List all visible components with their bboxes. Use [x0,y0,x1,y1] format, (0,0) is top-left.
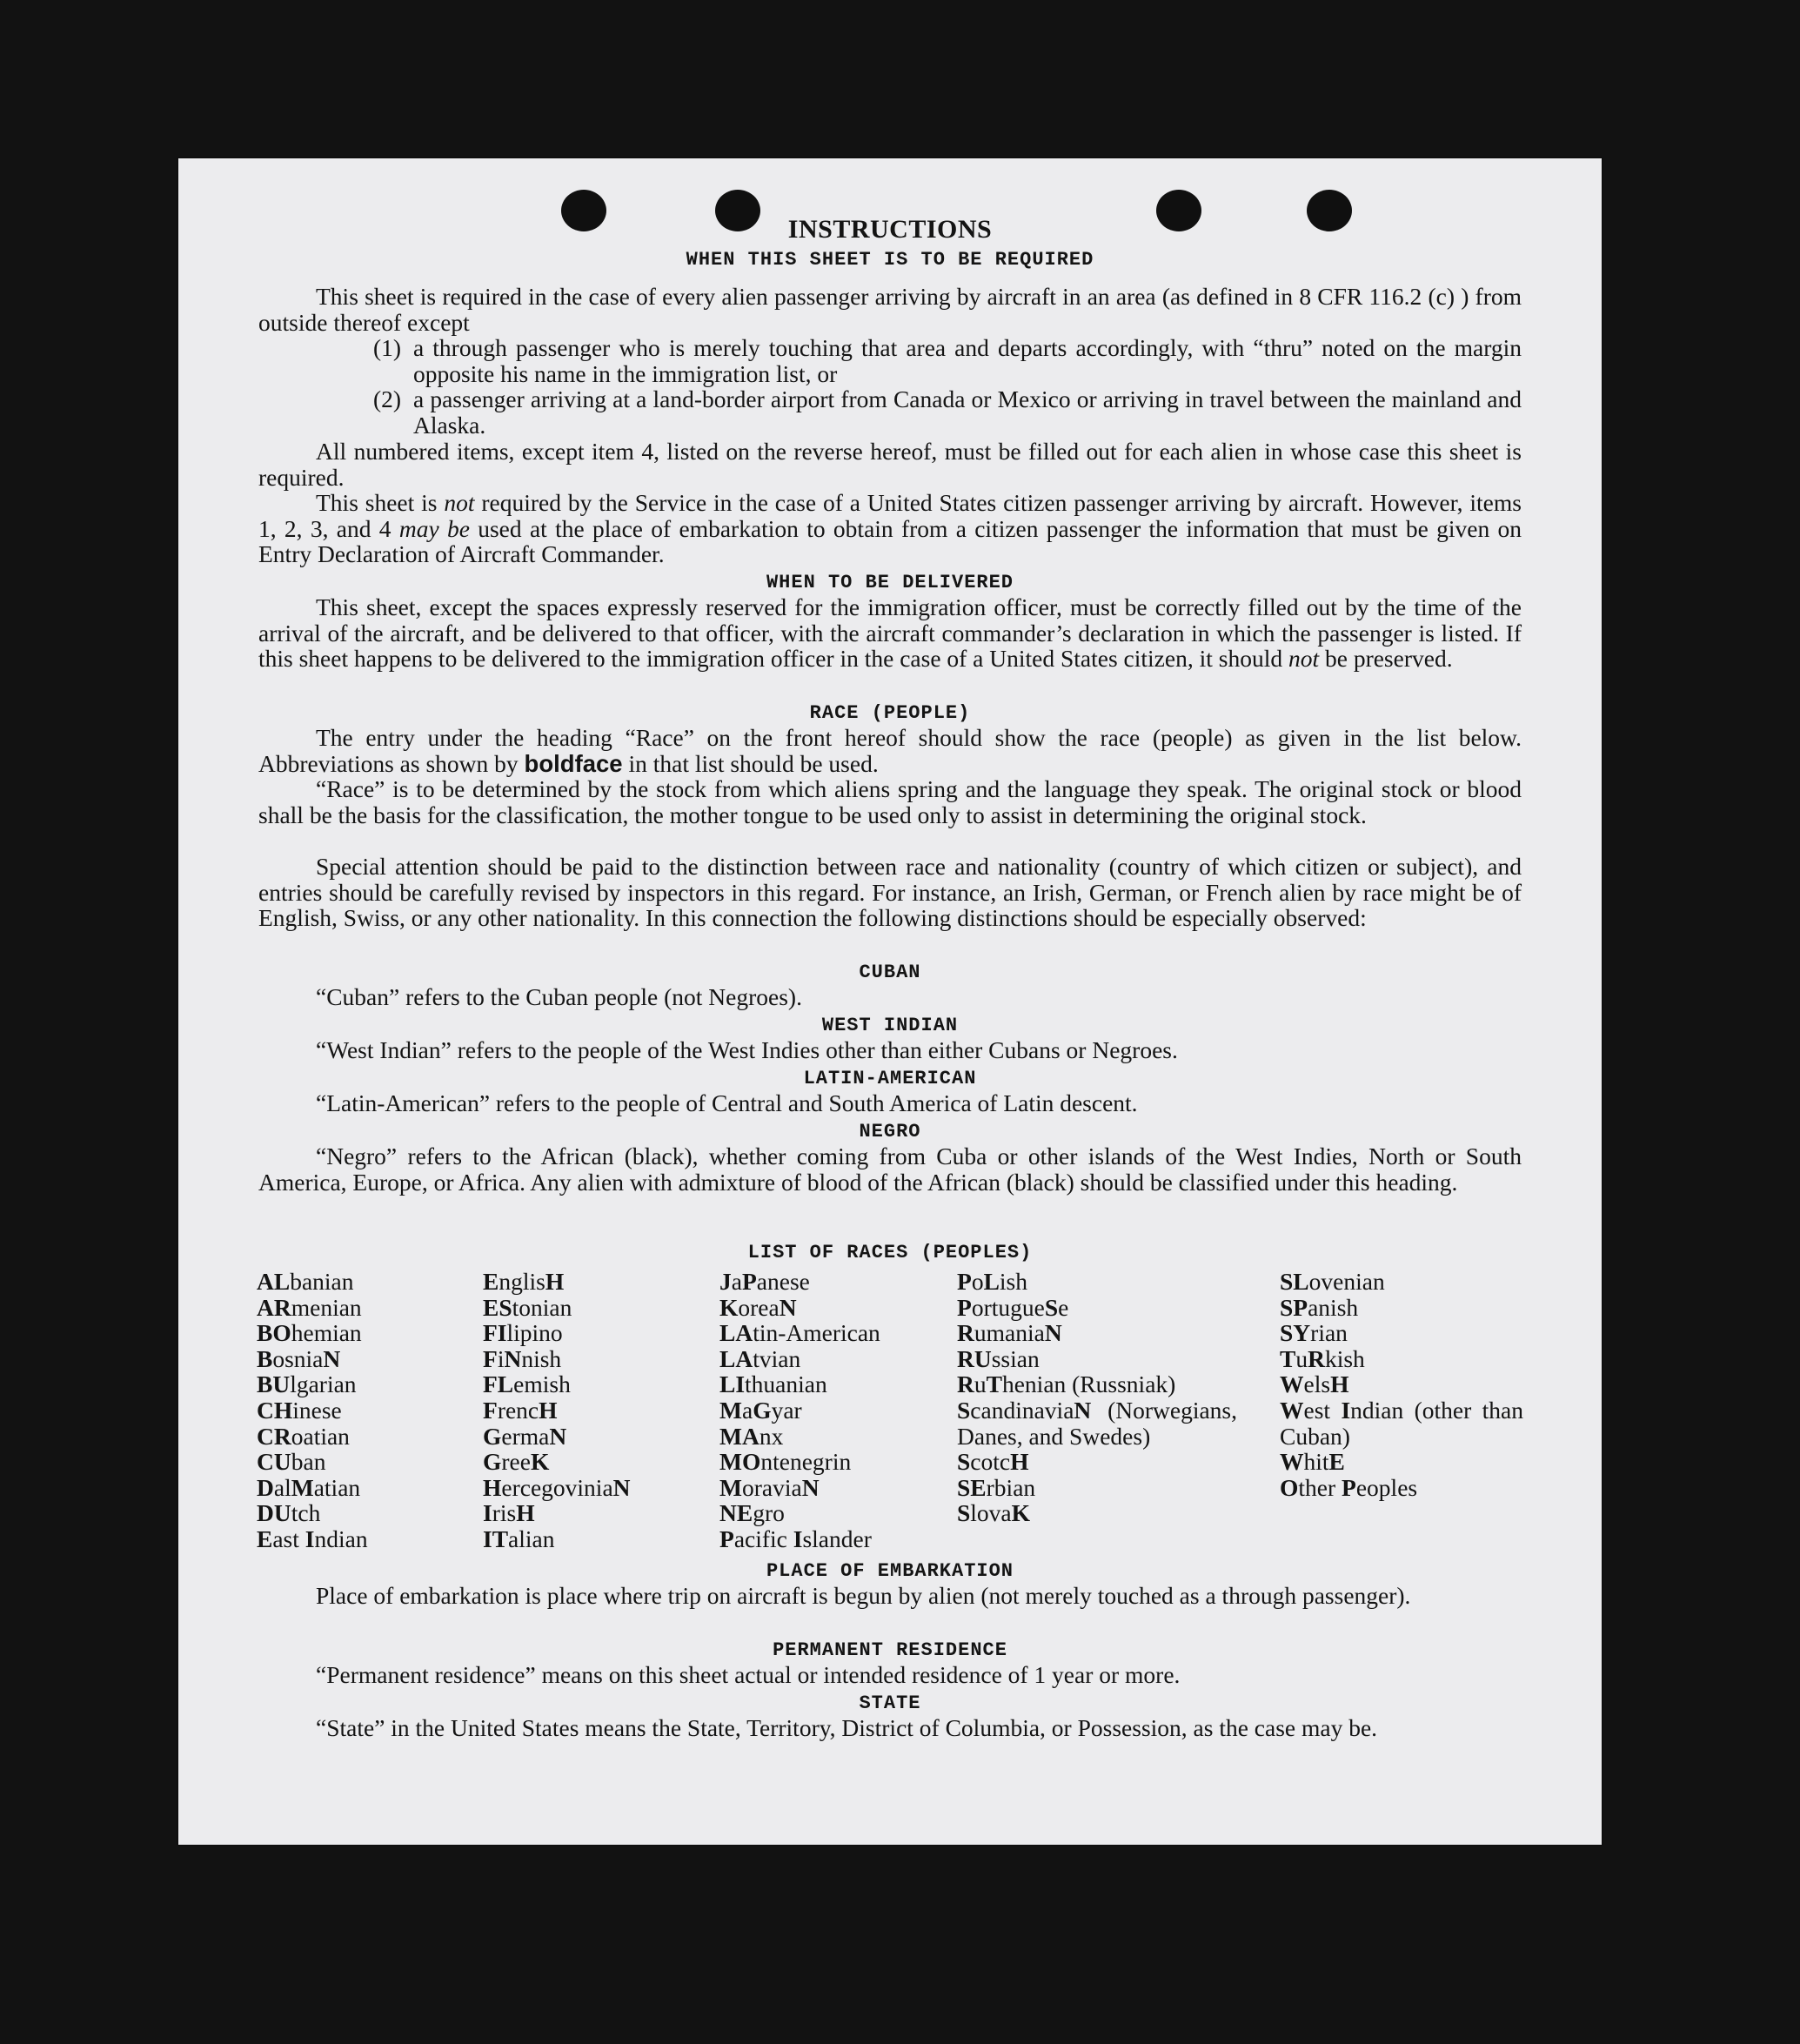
race-entry: CRoatian [257,1422,350,1450]
race-entry: FLemish [483,1370,571,1398]
race-column [719,1269,880,1552]
race-entry: FrencH [483,1396,558,1424]
race-entry: East Indian [257,1525,368,1552]
race-entry: ITalian [483,1525,555,1552]
race-entry: JaPanese [719,1268,810,1295]
race-entry: MaGyar [719,1396,802,1424]
section-heading-state: STATE [859,1692,921,1714]
paragraph-state: “State” in the United States means the State, Territory, District of Columbia, or Possession, as the case may be. [316,1714,1378,1741]
race-entry: GermaN [483,1422,567,1450]
race-entry: RUssian [957,1344,1040,1372]
section-heading-race: RACE (PEOPLE) [809,702,971,724]
race-entry: TuRkish [1280,1344,1365,1372]
race-entry: IrisH [483,1499,535,1527]
race-entry: WhitE [1280,1448,1345,1476]
section-heading-list-of-races: LIST OF RACES (PEOPLES) [747,1242,1033,1263]
section-heading-latin-american: LATIN-AMERICAN [803,1068,977,1089]
section-heading-cuban: CUBAN [859,962,921,983]
race-entry: SErbian [957,1473,1036,1501]
race-column [257,1269,368,1552]
paragraph-citizen: This sheet is not required by the Service in the case of a United States citizen passenger arriving by aircraft. However, items 1, 2, 3, and 4 may be used at the place of embarkation to obtain from a citizen passenger the information that must be given on Entry Declaration of Aircraft Commander. [258,489,1522,568]
paragraph-delivered: This sheet, except the spaces expressly reserved for the immigration officer, must be correctly filled out by the time of the arrival of the aircraft, and be delivered to that officer, with the aircraft commander’s declaration in which the passenger is listed. If this sheet happens to be delivered to the immigration officer in the case of a United States citizen, it should not be preserved. [258,593,1522,673]
race-entry: Other Peoples [1280,1473,1418,1501]
section-heading-negro: NEGRO [859,1121,921,1143]
race-entry: SYrian [1280,1319,1348,1347]
section-heading-when-required: WHEN THIS SHEET IS TO BE REQUIRED [686,249,1094,271]
paragraph-permanent-residence: “Permanent residence” means on this sheet actual or intended residence of 1 year or more. [316,1661,1181,1688]
race-column [957,1269,1237,1526]
race-column [483,1269,631,1552]
race-entry: DalMatian [257,1473,361,1501]
race-entry: EStonian [483,1293,572,1321]
section-heading-place-of-embarkation: PLACE OF EMBARKATION [766,1560,1014,1582]
race-entry: HercegoviniaN [483,1473,631,1501]
race-entry: LIthuanian [719,1370,827,1398]
race-entry: LAtvian [719,1344,801,1372]
race-entry: WelsH [1280,1370,1349,1398]
race-entry: ALbanian [257,1268,354,1295]
paragraph-race-1: The entry under the heading “Race” on the front hereof should show the race (people) as given in the list below. Abbreviations as shown by boldface in that list should be used. [258,724,1522,777]
race-entry: PoLish [957,1268,1027,1295]
race-entry: BosniaN [257,1344,341,1372]
race-entry: West Indian (other than Cuban) [1280,1396,1523,1450]
section-heading-when-delivered: WHEN TO BE DELIVERED [766,572,1014,593]
exception-list [373,335,1522,438]
race-entry: ARmenian [257,1293,362,1321]
paragraph-numbered-items: All numbered items, except item 4, listed on the reverse hereof, must be filled out for each alien in whose case this sheet is required. [258,438,1522,491]
race-entry: CHinese [257,1396,342,1424]
page-title: INSTRUCTIONS [787,215,993,244]
race-entry: BUlgarian [257,1370,357,1398]
paragraph-cuban: “Cuban” refers to the Cuban people (not Negroes). [316,983,802,1010]
paragraph-latin-american: “Latin-American” refers to the people of Central and South America of Latin descent. [316,1089,1138,1116]
race-entry: SlovaK [957,1499,1031,1527]
race-entry: KoreaN [719,1293,797,1321]
race-column [1280,1269,1523,1500]
race-entry: MoraviaN [719,1473,820,1501]
paragraph-race-3: Special attention should be paid to the distinction between race and nationality (country of which citizen or subject), and entries should be carefully revised by inspectors in this regard. For instance, an Irish, German, or French alien by race might be of English, Swiss, or any other nationality. In this connection the following distinctions should be especially observed: [258,853,1522,932]
race-entry: FiNnish [483,1344,562,1372]
race-entry: GreeK [483,1448,550,1476]
race-entry: NEgro [719,1499,785,1527]
race-entry: RuThenian (Russniak) [957,1370,1176,1398]
race-entry: ScotcH [957,1448,1029,1476]
race-entry: DUtch [257,1499,321,1527]
section-heading-permanent-residence: PERMANENT RESIDENCE [773,1639,1007,1661]
race-entry: ScandinaviaN (Norwegians, Danes, and Swedes) [957,1396,1237,1450]
section-heading-west-indian: WEST INDIAN [821,1015,959,1036]
paragraph-negro: “Negro” refers to the African (black), whether coming from Cuba or other islands of the West Indies, North or South America, Europe, or Africa. Any alien with admixture of blood of the African (black) should be classified under this heading. [258,1143,1522,1196]
race-entry: SLovenian [1280,1268,1385,1295]
list-item: (2) a passenger arriving at a land-border airport from Canada or Mexico or arriving in travel between the mainland and Alaska. [373,385,1522,439]
race-entry: EnglisH [483,1268,565,1295]
race-entry: CUban [257,1448,326,1476]
race-entry: SPanish [1280,1293,1359,1321]
paragraph-intro: This sheet is required in the case of every alien passenger arriving by aircraft in an area (as defined in 8 CFR 116.2 (c) ) from outside thereof except [258,283,1522,336]
race-entry: RumaniaN [957,1319,1062,1347]
list-item: (1) a through passenger who is merely touching that area and departs accordingly, with “thru” noted on the margin opposite his name in the immigration list, or [373,334,1522,387]
paragraph-place-of-embarkation: Place of embarkation is place where trip on aircraft is begun by alien (not merely touched as a through passenger). [316,1582,1411,1609]
race-entry: PortugueSe [957,1293,1069,1321]
race-entry: MAnx [719,1422,784,1450]
race-entry: BOhemian [257,1319,362,1347]
document-page [178,158,1602,1845]
race-entry: FIlipino [483,1319,563,1347]
race-entry: MOntenegrin [719,1448,852,1476]
race-entry: LAtin-American [719,1319,880,1347]
paragraph-west-indian: “West Indian” refers to the people of the West Indies other than either Cubans or Negroes. [316,1036,1178,1063]
race-entry: Pacific Islander [719,1525,872,1552]
paragraph-race-2: “Race” is to be determined by the stock from which aliens spring and the language they speak. The original stock or blood shall be the basis for the classification, the mother tongue to be used only to assist in determining the original stock. [258,775,1522,828]
